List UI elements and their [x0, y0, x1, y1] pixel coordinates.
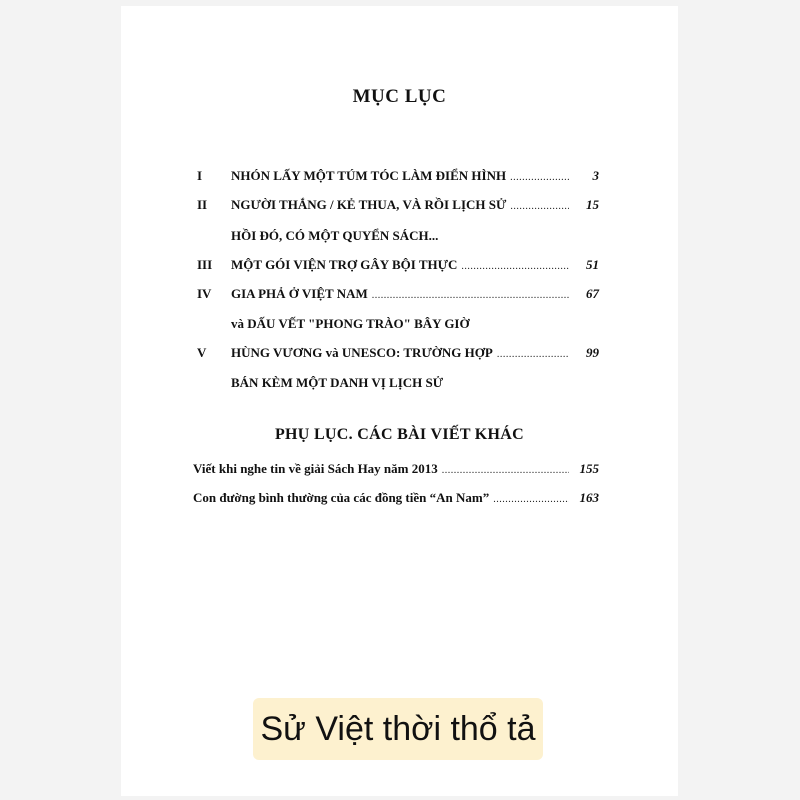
book-title-banner: Sử Việt thời thổ tả: [253, 698, 543, 760]
toc-entry-page: 99: [586, 345, 599, 360]
toc-entry-number: IV: [197, 286, 212, 301]
toc-entry-title: HÙNG VƯƠNG và UNESCO: TRƯỜNG HỢP: [231, 345, 493, 360]
toc-entry-2-continuation: HỒI ĐÓ, CÓ MỘT QUYỂN SÁCH...: [231, 228, 439, 243]
appendix-entry-page: 155: [579, 461, 599, 476]
toc-entry-5-continuation: BÁN KÈM MỘT DANH VỊ LỊCH SỬ: [231, 375, 444, 390]
toc-entry-1: [197, 168, 599, 190]
leader-dots: [493, 494, 569, 505]
leader-dots: [442, 465, 569, 476]
leader-dots: [461, 261, 569, 272]
toc-entry-4: [197, 286, 599, 308]
toc-entry-number: II: [197, 197, 208, 212]
toc-entry-page: 15: [586, 197, 599, 212]
toc-entry-title: NHÓN LẤY MỘT TÚM TÓC LÀM ĐIỂN HÌNH: [231, 168, 507, 183]
leader-dots: [510, 201, 569, 212]
toc-entry-page: 3: [592, 168, 599, 183]
toc-entry-page: 51: [586, 257, 599, 272]
leader-dots: [510, 172, 569, 183]
toc-entry-5: [197, 345, 599, 367]
toc-title: MỤC LỤC: [352, 86, 447, 107]
toc-entry-4-continuation: và DẤU VẾT "PHONG TRÀO" BÂY GIỜ: [231, 316, 470, 331]
leader-dots: [372, 290, 569, 301]
toc-entry-3: [197, 257, 599, 279]
book-page: [121, 6, 678, 796]
appendix-entry-page: 163: [579, 490, 599, 505]
appendix-entry-2: [193, 490, 599, 512]
toc-entry-title: GIA PHẢ Ở VIỆT NAM: [231, 286, 368, 301]
toc-entry-2: [197, 197, 599, 219]
appendix-entry-title: Con đường bình thường của các đồng tiền “An Nam”: [193, 490, 490, 505]
toc-entry-title: NGƯỜI THẮNG / KẺ THUA, VÀ RỒI LỊCH SỬ: [231, 197, 507, 212]
toc-entry-number: I: [197, 168, 203, 183]
toc-entry-title: MỘT GÓI VIỆN TRỢ GÂY BỘI THỰC: [231, 257, 458, 272]
appendix-entry-1: [193, 461, 599, 483]
appendix-entry-title: Viết khi nghe tin về giải Sách Hay năm 2013: [193, 461, 438, 476]
toc-entry-number: III: [197, 257, 213, 272]
toc-entry-page: 67: [586, 286, 599, 301]
leader-dots: [497, 349, 569, 360]
appendix-title: PHỤ LỤC. CÁC BÀI VIẾT KHÁC: [274, 426, 525, 443]
toc-entry-number: V: [197, 345, 207, 360]
